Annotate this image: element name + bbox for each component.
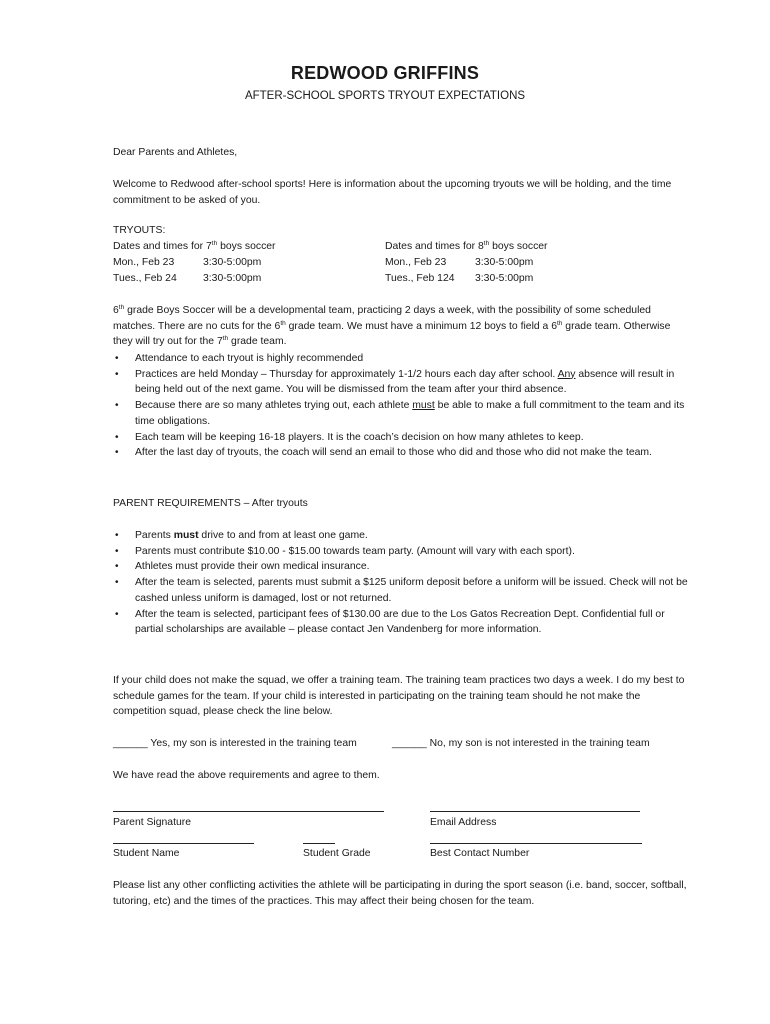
list-item: • After the team is selected, participant fees of $130.00 are due to the Los Gatos Recreation Dept. Confidential full or partial scholarships are available – please contact Jen Vandenberg for more information. — [113, 607, 688, 638]
eighth-day-1: Mon., Feb 23 — [385, 257, 447, 268]
agreement-statement: We have read the above requirements and agree to them. — [113, 770, 380, 781]
sixth-grade-paragraph: 6th grade Boys Soccer will be a developmental team, practicing 2 days a week, with the possibility of some scheduled matches. There are no cuts for the 6th grade team. We must have a minimum 12 boys to field a 6th grade team. Otherwise they will try out for the 7th grade team. — [113, 304, 671, 348]
parent-requirements-list — [113, 528, 688, 638]
list-item: • After the last day of tryouts, the coach will send an email to those who did and those who did not make the team. — [113, 445, 688, 461]
list-item: • Each team will be keeping 16-18 players. It is the coach’s decision on how many athletes to keep. — [113, 430, 688, 446]
eighth-day-2: Tues., Feb 124 — [385, 273, 455, 284]
conflicting-activities-paragraph: Please list any other conflicting activities the athlete will be participating in during the sport season (i.e. band, soccer, softball, tutoring, etc) and the times of the practices. This may affect their being chosen for the team. — [113, 880, 687, 907]
seventh-day-1: Mon., Feb 23 — [113, 257, 175, 268]
training-no-option[interactable]: ______ No, my son is not interested in the training team — [392, 738, 650, 749]
contact-number-label: Best Contact Number — [430, 848, 530, 859]
list-item: • Because there are so many athletes trying out, each athlete must be able to make a full commitment to the team and its time obligations. — [113, 398, 688, 429]
student-grade-label: Student Grade — [303, 848, 371, 859]
document-title: REDWOOD GRIFFINS — [290, 63, 480, 83]
email-address-label: Email Address — [430, 817, 497, 828]
list-item: • Parents must contribute $10.00 - $15.00 towards team party. (Amount will vary with each sport). — [113, 544, 688, 560]
student-name-line[interactable] — [113, 843, 254, 844]
eighth-grade-heading: Dates and times for 8th boys soccer — [385, 240, 548, 252]
training-yes-option[interactable]: ______ Yes, my son is interested in the training team — [113, 738, 357, 749]
parent-requirements-heading: PARENT REQUIREMENTS – After tryouts — [113, 498, 308, 509]
email-address-line[interactable] — [430, 811, 640, 812]
seventh-time-1: 3:30-5:00pm — [203, 257, 262, 268]
seventh-time-2: 3:30-5:00pm — [203, 273, 262, 284]
list-item: • Athletes must provide their own medical insurance. — [113, 559, 688, 575]
student-grade-line[interactable] — [303, 843, 335, 844]
seventh-grade-heading: Dates and times for 7th boys soccer — [113, 240, 276, 252]
document-subtitle: AFTER-SCHOOL SPORTS TRYOUT EXPECTATIONS — [244, 90, 526, 102]
list-item: • Attendance to each tryout is highly recommended — [113, 351, 688, 367]
eighth-time-2: 3:30-5:00pm — [475, 273, 534, 284]
tryout-expectations-list — [113, 351, 688, 461]
intro-paragraph: Welcome to Redwood after-school sports! Here is information about the upcoming tryouts we will be holding, and the time commitment to be asked of you. — [113, 179, 672, 206]
list-item: • After the team is selected, parents must submit a $125 uniform deposit before a uniform will be issued. Check will not be cashed unless uniform is damaged, lost or not returned. — [113, 575, 688, 606]
greeting: Dear Parents and Athletes, — [113, 147, 238, 158]
parent-signature-label: Parent Signature — [113, 817, 191, 828]
list-item: • Parents must drive to and from at least one game. — [113, 528, 688, 544]
eighth-time-1: 3:30-5:00pm — [475, 257, 534, 268]
contact-number-line[interactable] — [430, 843, 642, 844]
student-name-label: Student Name — [113, 848, 180, 859]
list-item: • Practices are held Monday – Thursday for approximately 1-1/2 hours each day after school. Any absence will result in being held out of the next game. You will be dismissed from the team after your third absence. — [113, 367, 688, 398]
training-team-paragraph: If your child does not make the squad, we offer a training team. The training team practices two days a week. I do my best to schedule games for the team. If your child is interested in participating on the training team should he not make the competition squad, please check the line below. — [113, 675, 685, 718]
tryouts-heading: TRYOUTS: — [113, 225, 166, 236]
parent-signature-line[interactable] — [113, 811, 384, 812]
seventh-day-2: Tues., Feb 24 — [113, 273, 177, 284]
